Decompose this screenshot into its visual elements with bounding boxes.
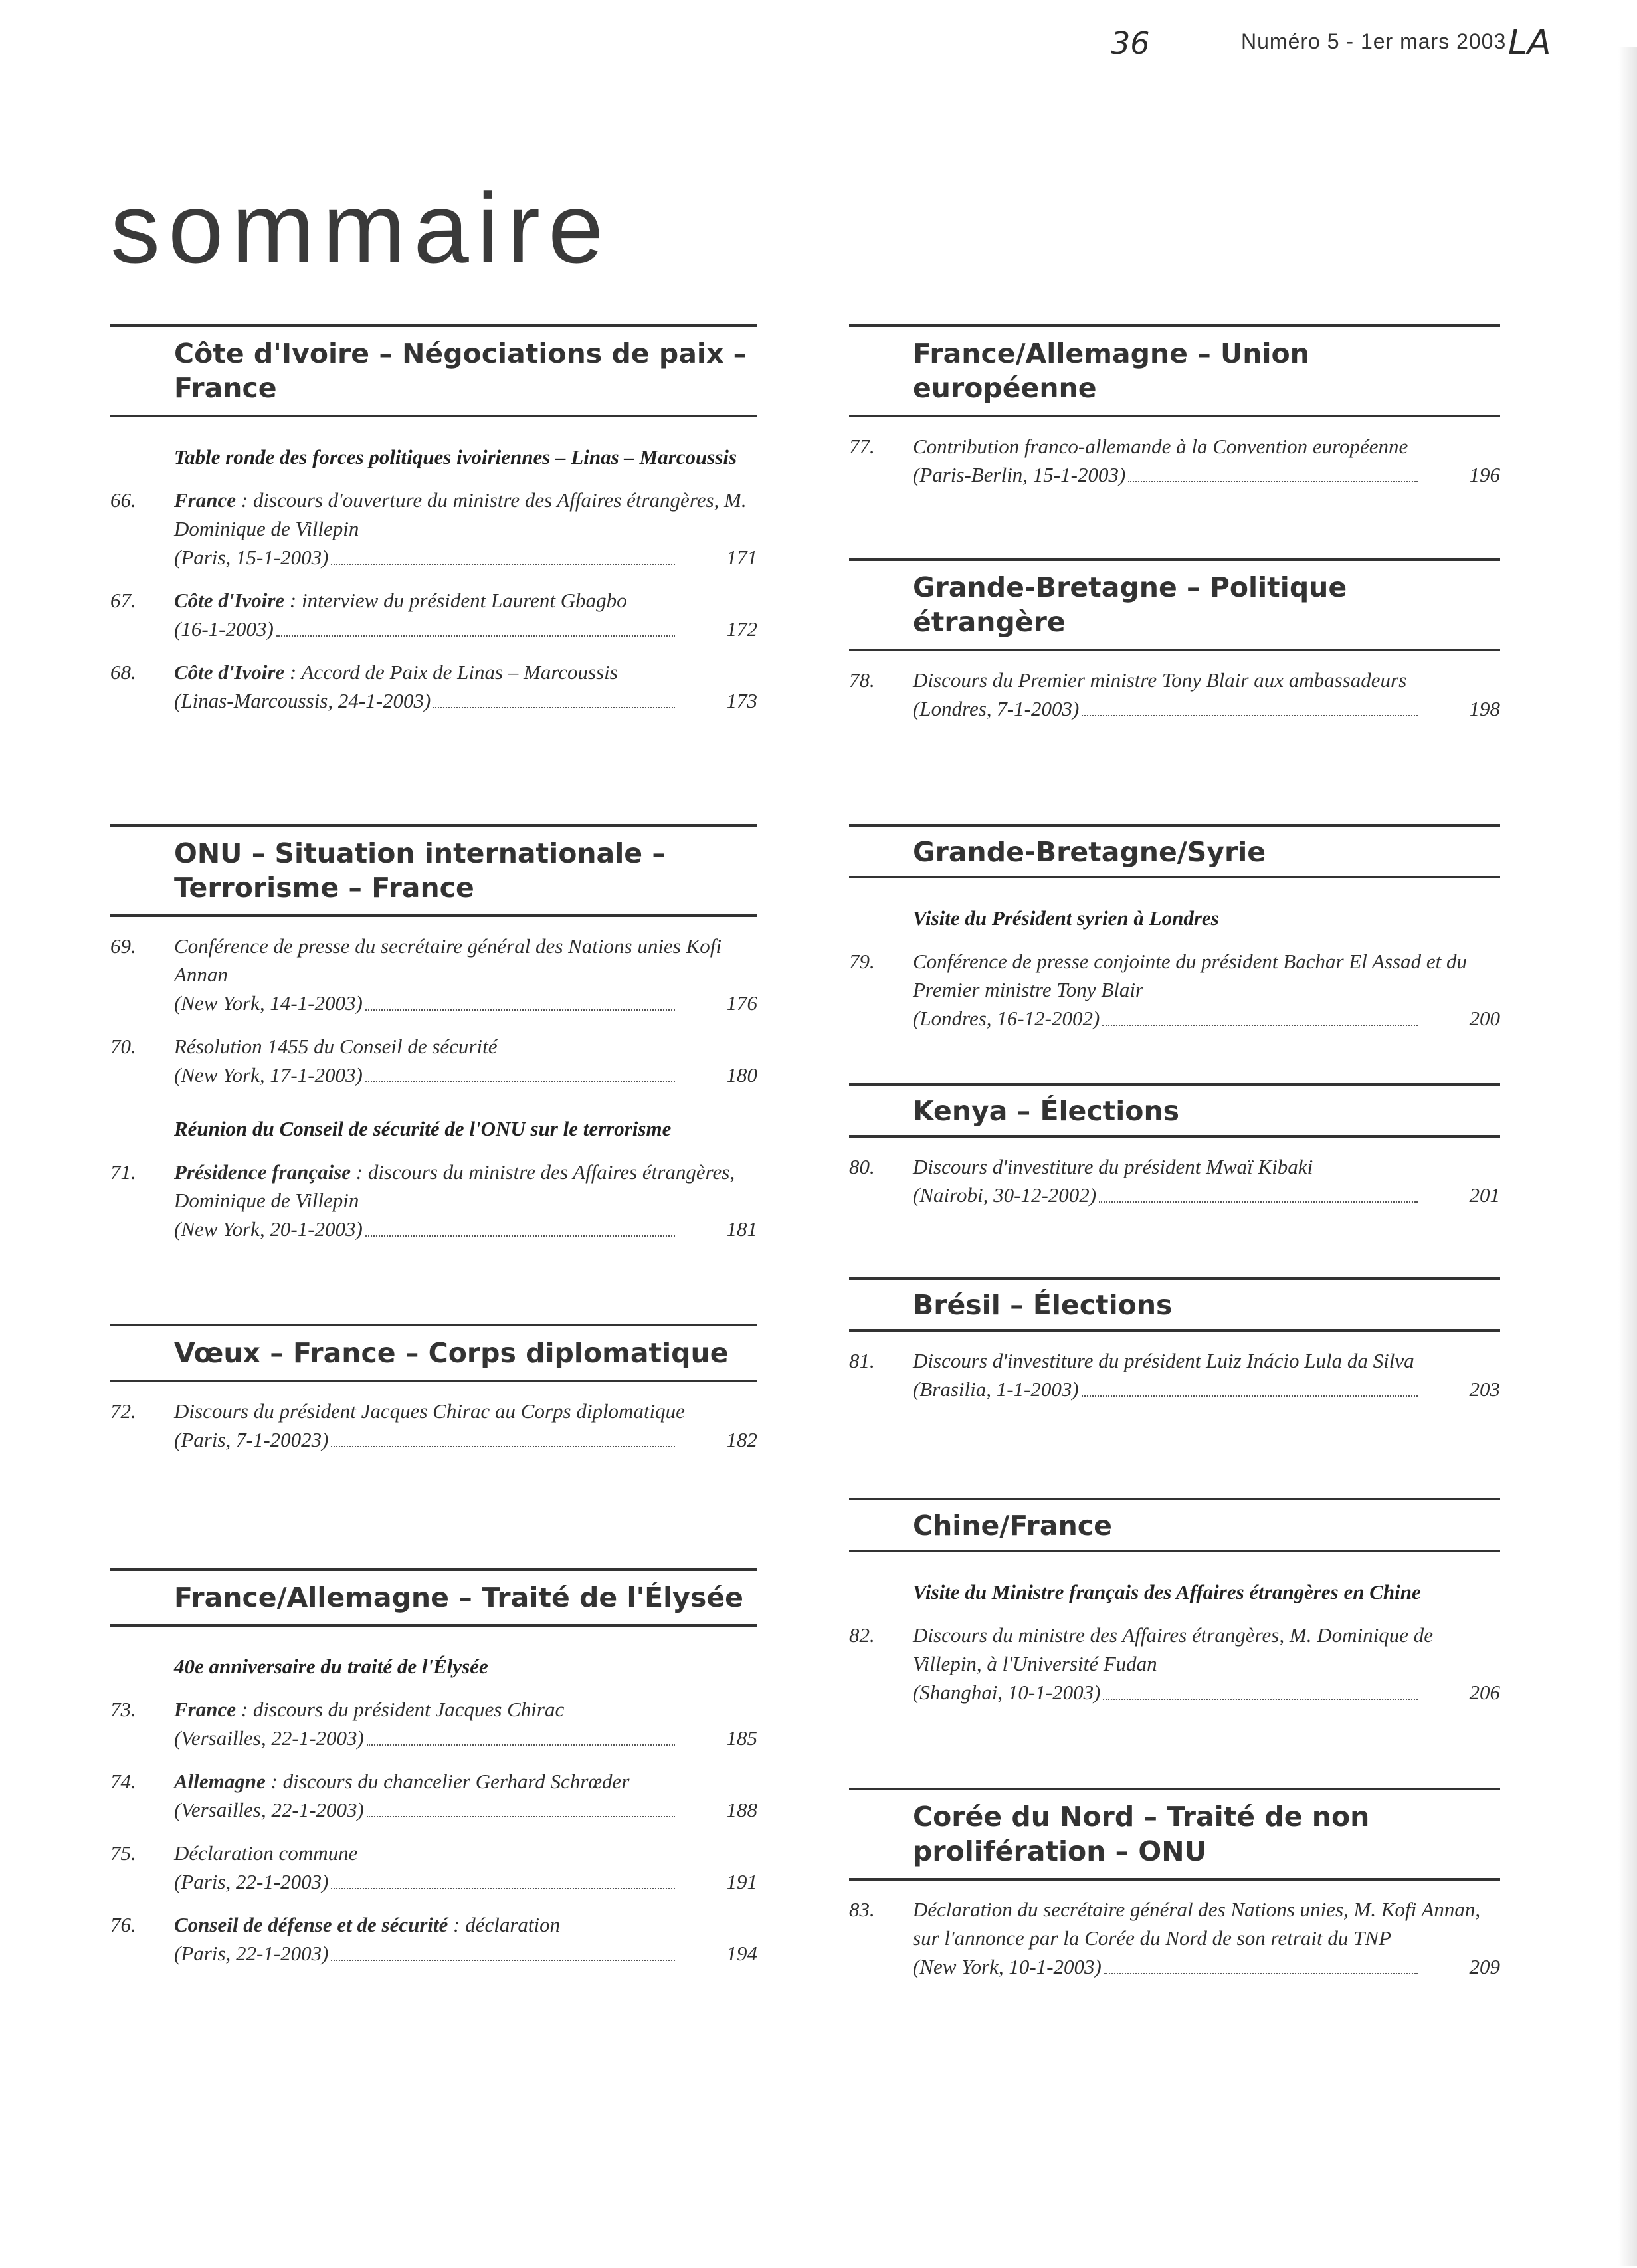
entry-page-number: 173 xyxy=(726,689,757,712)
entry-source: (Londres, 7-1-2003) xyxy=(913,697,1080,720)
entry-text xyxy=(174,1910,757,1968)
dot-leader xyxy=(365,1235,675,1237)
entry-source: (Paris, 22-1-2003) xyxy=(174,1942,329,1965)
entry-source: (New York, 17-1-2003) xyxy=(174,1063,363,1086)
entry-text xyxy=(913,1621,1500,1706)
toc-entry xyxy=(110,658,757,715)
entry-page-number: 180 xyxy=(726,1063,757,1086)
section xyxy=(849,1788,1500,1981)
section xyxy=(849,1498,1500,1706)
entry-number: 68. xyxy=(110,661,136,684)
entry-number: 74. xyxy=(110,1770,136,1793)
entry-lead: France xyxy=(174,1698,236,1721)
entry-lead: France xyxy=(174,488,236,512)
entry-rest: Discours du ministre des Affaires étrangères, M. Dominique de Villepin, à l'Université Fudan xyxy=(913,1623,1433,1675)
dot-leader xyxy=(1082,1395,1418,1397)
section xyxy=(849,1277,1500,1403)
entry-number: 69. xyxy=(110,934,136,958)
entry-source-line xyxy=(174,615,757,643)
entry-description xyxy=(913,1621,1500,1678)
entry-description xyxy=(913,1346,1500,1375)
entry-lead: Conseil de défense et de sécurité xyxy=(174,1913,448,1936)
dot-leader xyxy=(1099,1201,1418,1203)
toc-entry xyxy=(110,1910,757,1968)
entry-description xyxy=(174,1032,757,1061)
entry-number: 73. xyxy=(110,1698,136,1721)
entry-description xyxy=(174,586,757,615)
entry-description xyxy=(174,1397,757,1425)
entry-source: (Paris, 15-1-2003) xyxy=(174,546,329,569)
toc-entry xyxy=(110,586,757,643)
entry-rest: : discours d'ouverture du ministre des Affaires étrangères, M. Dominique de Villepin xyxy=(174,488,747,540)
section-subheading: 40e anniversaire du traité de l'Élysée xyxy=(174,1655,488,1678)
entry-text xyxy=(174,586,757,643)
entry-number: 66. xyxy=(110,488,136,512)
entry-description xyxy=(174,1767,757,1796)
section-heading: France/Allemagne – Traité de l'Élysée xyxy=(110,1568,757,1627)
section-heading: Chine/France xyxy=(849,1498,1500,1552)
entry-source-line xyxy=(174,1867,757,1896)
entry-rest: Discours d'investiture du président Luiz Inácio Lula da Silva xyxy=(913,1349,1414,1372)
entry-source-line xyxy=(174,1796,757,1824)
entry-text xyxy=(174,1695,757,1752)
toc-entry xyxy=(110,1767,757,1824)
entry-source-line xyxy=(174,543,757,571)
entry-source-line xyxy=(913,1004,1500,1033)
entry-rest: Déclaration commune xyxy=(174,1841,358,1865)
entry-text xyxy=(913,666,1500,723)
section-heading: Grande-Bretagne/Syrie xyxy=(849,824,1500,878)
entry-page-number: 198 xyxy=(1469,697,1500,720)
entry-source-line xyxy=(913,694,1500,723)
entry-text xyxy=(913,947,1500,1033)
entry-description xyxy=(913,947,1500,1004)
section-subheading: Réunion du Conseil de sécurité de l'ONU sur le terrorisme xyxy=(174,1117,672,1140)
toc-entry xyxy=(110,486,757,571)
toc-entry xyxy=(110,1839,757,1896)
entry-source-line xyxy=(174,1425,757,1454)
entry-page-number: 200 xyxy=(1469,1007,1500,1030)
dot-leader xyxy=(367,1815,675,1817)
entry-page-number: 206 xyxy=(1469,1681,1500,1704)
entry-source-line xyxy=(174,1724,757,1752)
section-heading: Côte d'Ivoire – Négociations de paix – France xyxy=(110,324,757,417)
entry-description xyxy=(913,432,1500,461)
entry-source: (New York, 20-1-2003) xyxy=(174,1217,363,1241)
entry-source: (Paris, 22-1-2003) xyxy=(174,1870,329,1893)
dot-leader xyxy=(1102,1024,1418,1026)
section-heading: France/Allemagne – Union européenne xyxy=(849,324,1500,417)
entry-rest: Conférence de presse conjointe du président Bachar El Assad et du Premier ministre Tony Blair xyxy=(913,950,1467,1001)
dot-leader xyxy=(365,1009,675,1011)
entry-rest: : discours du chancelier Gerhard Schrœder xyxy=(265,1770,630,1793)
entry-page-number: 209 xyxy=(1469,1955,1500,1978)
section-subheading: Visite du Président syrien à Londres xyxy=(913,906,1219,930)
handwritten-initials: LA xyxy=(1508,23,1551,62)
section-heading: Grande-Bretagne – Politique étrangère xyxy=(849,558,1500,651)
dot-leader xyxy=(1104,1972,1418,1974)
toc-entry xyxy=(110,1158,757,1243)
entry-description xyxy=(913,1895,1500,1952)
entry-text xyxy=(913,432,1500,489)
entry-number: 71. xyxy=(110,1160,136,1184)
entry-lead: Allemagne xyxy=(174,1770,266,1793)
entry-rest: : discours du ministre des Affaires étrangères, Dominique de Villepin xyxy=(174,1160,735,1212)
entry-source-line xyxy=(913,1678,1500,1706)
entry-number: 82. xyxy=(849,1623,875,1647)
entry-source: (Brasilia, 1-1-2003) xyxy=(913,1378,1079,1401)
entry-page-number: 191 xyxy=(726,1870,757,1893)
dot-leader xyxy=(1128,480,1418,482)
page-title: sommaire xyxy=(110,172,612,284)
entry-page-number: 172 xyxy=(726,617,757,641)
entry-number: 81. xyxy=(849,1349,875,1372)
entry-description xyxy=(913,666,1500,694)
toc-entry xyxy=(849,1621,1500,1706)
entry-rest: : déclaration xyxy=(448,1913,561,1936)
section xyxy=(110,1568,757,1968)
dot-leader xyxy=(367,1744,675,1746)
entry-page-number: 194 xyxy=(726,1942,757,1965)
entry-description xyxy=(174,932,757,989)
entry-source-line xyxy=(913,1181,1500,1209)
entry-source-line xyxy=(913,1952,1500,1981)
entry-lead: Présidence française xyxy=(174,1160,351,1184)
toc-entry xyxy=(849,1346,1500,1403)
entry-description xyxy=(174,486,757,543)
section xyxy=(110,324,757,715)
entry-source-line xyxy=(174,1939,757,1968)
entry-text xyxy=(174,658,757,715)
entry-text xyxy=(174,486,757,571)
entry-rest: : Accord de Paix de Linas – Marcoussis xyxy=(284,661,618,684)
entry-rest: Discours du président Jacques Chirac au Corps diplomatique xyxy=(174,1399,685,1423)
entry-description xyxy=(174,658,757,686)
entry-page-number: 196 xyxy=(1469,463,1500,486)
entry-source: (Linas-Marcoussis, 24-1-2003) xyxy=(174,689,431,712)
entry-rest: Discours du Premier ministre Tony Blair aux ambassadeurs xyxy=(913,669,1407,692)
dot-leader xyxy=(331,1959,675,1961)
section-heading: Kenya – Élections xyxy=(849,1083,1500,1138)
entry-source: (Paris, 7-1-20023) xyxy=(174,1428,329,1451)
issue-label: Numéro 5 - 1er mars 2003 xyxy=(1241,29,1507,53)
toc-entry xyxy=(110,1397,757,1454)
section-subheading: Table ronde des forces politiques ivoiriennes – Linas – Marcoussis xyxy=(174,445,737,468)
entry-text xyxy=(174,1839,757,1896)
entry-number: 80. xyxy=(849,1155,875,1178)
entry-rest: Résolution 1455 du Conseil de sécurité xyxy=(174,1035,498,1058)
section xyxy=(110,824,757,1243)
entry-source: (16-1-2003) xyxy=(174,617,274,641)
section xyxy=(849,1083,1500,1209)
section xyxy=(849,824,1500,1033)
entry-rest: : interview du président Laurent Gbagbo xyxy=(284,589,627,612)
toc-entry xyxy=(849,1895,1500,1981)
toc-entry xyxy=(849,1152,1500,1209)
entry-source-line xyxy=(174,686,757,715)
entry-description xyxy=(174,1158,757,1215)
toc-entry xyxy=(110,1032,757,1089)
section-heading: Brésil – Élections xyxy=(849,1277,1500,1332)
dot-leader xyxy=(331,1445,675,1447)
section-subheading: Visite du Ministre français des Affaires étrangères en Chine xyxy=(913,1580,1421,1603)
entry-number: 67. xyxy=(110,589,136,612)
toc-entry xyxy=(849,666,1500,723)
toc-entry xyxy=(110,1695,757,1752)
entry-rest: Conférence de presse du secrétaire général des Nations unies Kofi Annan xyxy=(174,934,722,986)
entry-number: 76. xyxy=(110,1913,136,1936)
entry-text xyxy=(174,1158,757,1243)
scan-edge-shadow xyxy=(1618,47,1637,2266)
entry-text xyxy=(913,1346,1500,1403)
entry-lead: Côte d'Ivoire xyxy=(174,661,285,684)
entry-source-line xyxy=(174,989,757,1017)
entry-rest: Contribution franco-allemande à la Convention européenne xyxy=(913,435,1408,458)
section xyxy=(849,324,1500,489)
dot-leader xyxy=(433,706,675,708)
entry-number: 70. xyxy=(110,1035,136,1058)
entry-source: (Versailles, 22-1-2003) xyxy=(174,1726,364,1750)
entry-description xyxy=(174,1839,757,1867)
dot-leader xyxy=(1103,1698,1418,1700)
entry-text xyxy=(913,1152,1500,1209)
entry-page-number: 203 xyxy=(1469,1378,1500,1401)
entry-number: 72. xyxy=(110,1399,136,1423)
entry-number: 77. xyxy=(849,435,875,458)
entry-description xyxy=(913,1152,1500,1181)
dot-leader xyxy=(1082,714,1418,716)
entry-rest: : discours du président Jacques Chirac xyxy=(236,1698,565,1721)
entry-text xyxy=(913,1895,1500,1981)
handwritten-page-number: 36 xyxy=(1111,25,1150,61)
entry-text xyxy=(174,1767,757,1824)
entry-page-number: 171 xyxy=(726,546,757,569)
entry-lead: Côte d'Ivoire xyxy=(174,589,285,612)
section-heading: ONU – Situation internationale – Terrorisme – France xyxy=(110,824,757,917)
entry-number: 79. xyxy=(849,950,875,973)
entry-source: (Shanghai, 10-1-2003) xyxy=(913,1681,1101,1704)
entry-page-number: 185 xyxy=(726,1726,757,1750)
entry-number: 78. xyxy=(849,669,875,692)
entry-text xyxy=(174,1032,757,1089)
entry-text xyxy=(174,1397,757,1454)
entry-source: (Nairobi, 30-12-2002) xyxy=(913,1184,1097,1207)
entry-page-number: 201 xyxy=(1469,1184,1500,1207)
dot-leader xyxy=(331,563,675,565)
entry-description xyxy=(174,1910,757,1939)
entry-page-number: 181 xyxy=(726,1217,757,1241)
section-heading: Vœux – France – Corps diplomatique xyxy=(110,1324,757,1382)
entry-source-line xyxy=(913,461,1500,489)
entry-rest: Déclaration du secrétaire général des Nations unies, M. Kofi Annan, sur l'annonce par la Corée du Nord de son retrait du TNP xyxy=(913,1898,1481,1950)
entry-source: (Londres, 16-12-2002) xyxy=(913,1007,1100,1030)
entry-source: (New York, 10-1-2003) xyxy=(913,1955,1102,1978)
entry-source: (New York, 14-1-2003) xyxy=(174,991,363,1015)
toc-entry xyxy=(110,932,757,1017)
section-heading: Corée du Nord – Traité de non prolifération – ONU xyxy=(849,1788,1500,1881)
dot-leader xyxy=(331,1887,675,1889)
dot-leader xyxy=(365,1081,675,1082)
toc-entry xyxy=(849,947,1500,1033)
entry-source: (Paris-Berlin, 15-1-2003) xyxy=(913,463,1126,486)
entry-number: 75. xyxy=(110,1841,136,1865)
entry-text xyxy=(174,932,757,1017)
entry-page-number: 182 xyxy=(726,1428,757,1451)
entry-source-line xyxy=(913,1375,1500,1403)
entry-source-line xyxy=(174,1061,757,1089)
entry-source: (Versailles, 22-1-2003) xyxy=(174,1798,364,1821)
section xyxy=(110,1324,757,1454)
entry-page-number: 188 xyxy=(726,1798,757,1821)
entry-description xyxy=(174,1695,757,1724)
entry-page-number: 176 xyxy=(726,991,757,1015)
dot-leader xyxy=(276,635,675,637)
section xyxy=(849,558,1500,723)
entry-source-line xyxy=(174,1215,757,1243)
entry-number: 83. xyxy=(849,1898,875,1921)
entry-rest: Discours d'investiture du président Mwaï Kibaki xyxy=(913,1155,1313,1178)
toc-entry xyxy=(849,432,1500,489)
